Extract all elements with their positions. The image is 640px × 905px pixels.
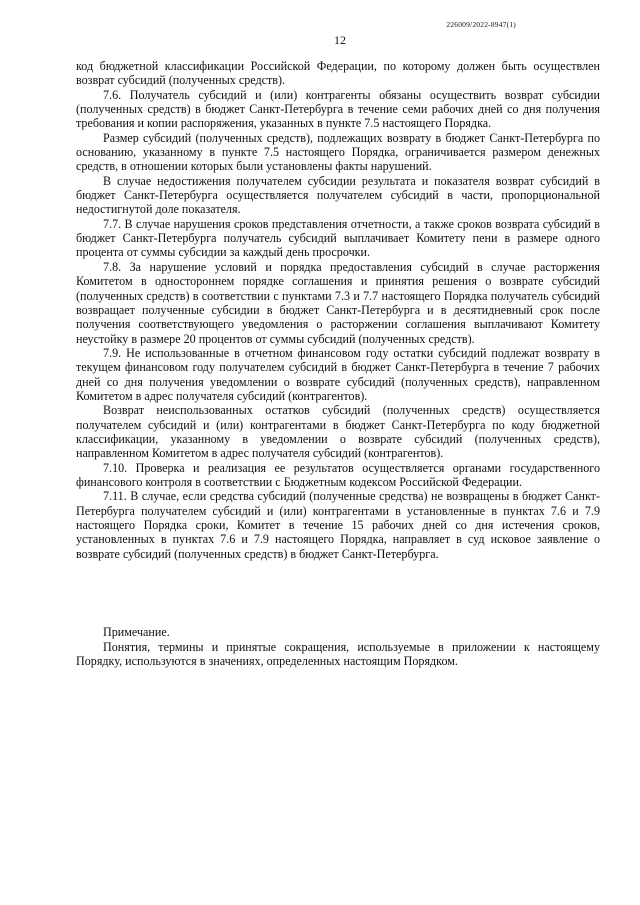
paragraph: 7.6. Получатель субсидий и (или) контрагенты обязаны осуществить возврат субсидии (полученных средств) в бюджет Санкт-Петербурга в течение семи рабочих дней со дня получения требования и копии распоряжения, указанных в пункте 7.5 настоящего Порядка. <box>76 87 600 131</box>
paragraph: 7.7. В случае нарушения сроков представления отчетности, а также сроков возврата субсидий в бюджет Санкт-Петербурга получатель субсидий выплачивает Комитету пени в размере одного процента от суммы субсидии за каждый день просрочки. <box>76 216 600 260</box>
page-number: 12 <box>334 33 346 47</box>
paragraph: 7.8. За нарушение условий и порядка предоставления субсидий в случае расторжения Комитетом в одностороннем порядке соглашения и принятия решения о возврате субсидий (полученных средств) в соответствии с пунктами 7.3 и 7.7 настоящего Порядка получатель субсидий возвращает полученные субсидии в бюджет Санкт-Петербурга и в десятидневный срок после получения соответствующего уведомления о расторжении соглашения выплачивают Комитету неустойку в размере 20 процентов от суммы субсидий (полученных средств). <box>76 259 600 346</box>
document-body <box>76 59 600 561</box>
paragraph: Возврат неиспользованных остатков субсидий (полученных средств) осуществляется получателем субсидий и (или) контрагентами в бюджет Санкт-Петербурга по коду бюджетной классификации, указанному в уведомлении о возврате субсидий (полученных средств), направленном Комитетом в адрес получателя субсидий (контрагентов). <box>76 403 600 461</box>
paragraph: 7.10. Проверка и реализация ее результатов осуществляется органами государственного финансового контроля в соответствии с Бюджетным кодексом Российской Федерации. <box>76 460 600 489</box>
paragraph: код бюджетной классификации Российской Федерации, по которому должен быть осуществлен возврат субсидий (полученных средств). <box>76 59 600 88</box>
note-text: Понятия, термины и принятые сокращения, используемые в приложении к настоящему Порядку, используются в значениях, определенных настоящим Порядком. <box>76 639 600 669</box>
note-section <box>76 625 600 669</box>
document-number: 226009/2022-8947(1) <box>446 20 516 29</box>
note-heading: Примечание. <box>103 625 170 639</box>
paragraph: 7.9. Не использованные в отчетном финансовом году остатки субсидий подлежат возврату в текущем финансовом году получателем субсидий в бюджет Санкт-Петербурга в течение 7 рабочих дней со дня получения уведомлении о возврате субсидий (полученных средств), направленном Комитетом в адрес получателя субсидий (контрагентов). <box>76 345 600 403</box>
paragraph: Размер субсидий (полученных средств), подлежащих возврату в бюджет Санкт-Петербурга по основанию, указанному в пункте 7.5 настоящего Порядка, ограничивается размером денежных средств, в отношении которых были установлены факты нарушений. <box>76 130 600 174</box>
paragraph: 7.11. В случае, если средства субсидий (полученные средства) не возвращены в бюджет Санкт-Петербурга получателем субсидий и (или) контрагентами в установленные в пунктах 7.6 и 7.9 настоящего Порядка сроки, Комитет в течение 15 рабочих дней со дня истечения сроков, установленных в пунктах 7.6 и 7.9 настоящего Порядка, направляет в суд исковое заявление о возврате субсидий (полученных средств) в бюджет Санкт-Петербурга. <box>76 489 600 561</box>
paragraph: В случае недостижения получателем субсидии результата и показателя возврат субсидий в бюджет Санкт-Петербурга осуществляется получателем субсидий в части, пропорциональной недостигнутой доле показателя. <box>76 173 600 217</box>
